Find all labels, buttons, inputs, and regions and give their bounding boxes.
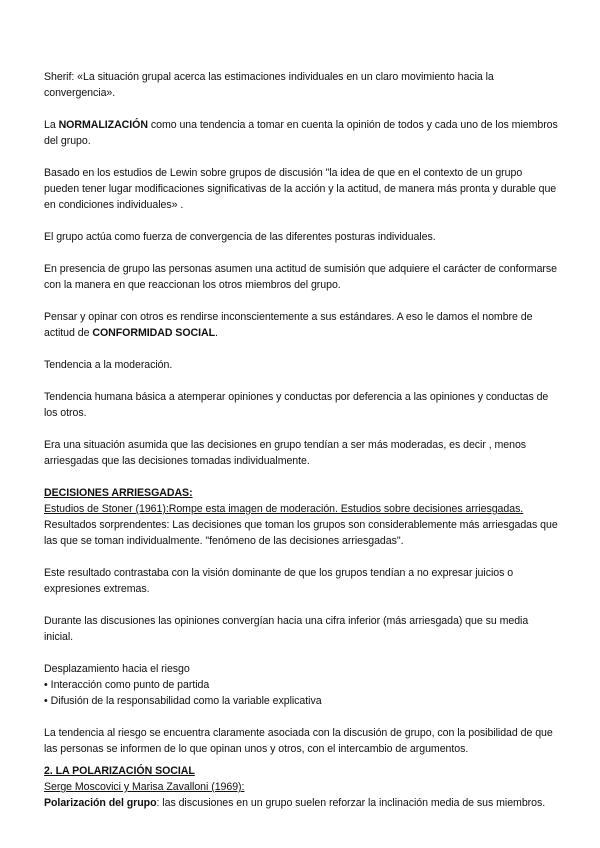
paragraph-polarizacion bbox=[44, 795, 559, 811]
conformidad-term: CONFORMIDAD SOCIAL bbox=[92, 327, 216, 339]
paragraph-sherif: Sherif: «La situación grupal acerca las estimaciones individuales en un claro movimiento hacia la convergencia». bbox=[44, 71, 494, 99]
paragraph-contraste: Este resultado contrastaba con la visión dominante de que los grupos tendían a no expresar juicios o expresiones extremas. bbox=[44, 567, 514, 595]
section-subtitle-moscovici: Serge Moscovici y Marisa Zavalloni (1969): bbox=[44, 781, 245, 793]
paragraph-tendencia-riesgo: La tendencia al riesgo se encuentra claramente asociada con la discusión de grupo, con la posibilidad de que las personas se informen de lo que opinan unos y otros, con el intercambio de argumentos. bbox=[44, 727, 553, 755]
list-item: • Difusión de la responsabilidad como la variable explicativa bbox=[44, 693, 559, 709]
normalizacion-term: NORMALIZACIÓN bbox=[58, 119, 148, 131]
paragraph-resultados: Resultados sorprendentes: Las decisiones que toman los grupos son considerablemente más arriesgadas que las que se toman individualmente. "fenómeno de las decisiones arriesgadas". bbox=[44, 519, 558, 547]
paragraph-cifra-inferior: Durante las discusiones las opiniones convergían hacia una cifra inferior (más arriesgada) que su media inicial. bbox=[44, 615, 529, 643]
polarizacion-text: : las discusiones en un grupo suelen reforzar la inclinación media de sus miembros. bbox=[156, 797, 546, 809]
paragraph-convergencia: El grupo actúa como fuerza de convergencia de las diferentes posturas individuales. bbox=[44, 231, 436, 243]
paragraph-normalizacion bbox=[44, 117, 559, 149]
paragraph-tendencia-humana: Tendencia humana básica a atemperar opiniones y conductas por deferencia a las opiniones y conductas de los otros. bbox=[44, 391, 549, 419]
paragraph-moderacion: Tendencia a la moderación. bbox=[44, 359, 173, 371]
conformidad-post: . bbox=[215, 327, 218, 339]
list-title-riesgo: Desplazamiento hacia el riesgo bbox=[44, 663, 190, 675]
paragraph-sumision: En presencia de grupo las personas asumen una actitud de sumisión que adquiere el carácter de conformarse con la manera en que reaccionan los otros miembros del grupo. bbox=[44, 263, 557, 291]
section-subtitle-stoner: Estudios de Stoner (1961):Rompe esta imagen de moderación. Estudios sobre decisiones arriesgadas. bbox=[44, 503, 524, 515]
section-heading-polarizacion: 2. LA POLARIZACIÓN SOCIAL bbox=[44, 765, 195, 777]
normalizacion-pre: La bbox=[44, 119, 59, 131]
section-heading-decisiones-arriesgadas: DECISIONES ARRIESGADAS: bbox=[44, 487, 193, 499]
paragraph-lewin: Basado en los estudios de Lewin sobre grupos de discusión "la idea de que en el contexto de un grupo pueden tener lugar modificaciones significativas de la acción y la actitud, de manera más pronta y durable que en condiciones individuales» . bbox=[44, 167, 557, 211]
normalizacion-post: como una tendencia a tomar en cuenta la opinión de todos y cada uno de los miembros del grupo. bbox=[44, 119, 558, 147]
conformidad-pre: Pensar y opinar con otros es rendirse inconscientemente a sus estándares. A eso le damos el nombre de actitud de bbox=[44, 311, 533, 339]
paragraph-conformidad bbox=[44, 309, 559, 341]
polarizacion-term: Polarización del grupo bbox=[44, 797, 157, 809]
list-item: • Interacción como punto de partida bbox=[44, 677, 559, 693]
paragraph-decisiones-moderadas: Era una situación asumida que las decisiones en grupo tendían a ser más moderadas, es decir , menos arriesgadas que las decisiones tomadas individualmente. bbox=[44, 439, 527, 467]
document-body bbox=[44, 69, 559, 811]
